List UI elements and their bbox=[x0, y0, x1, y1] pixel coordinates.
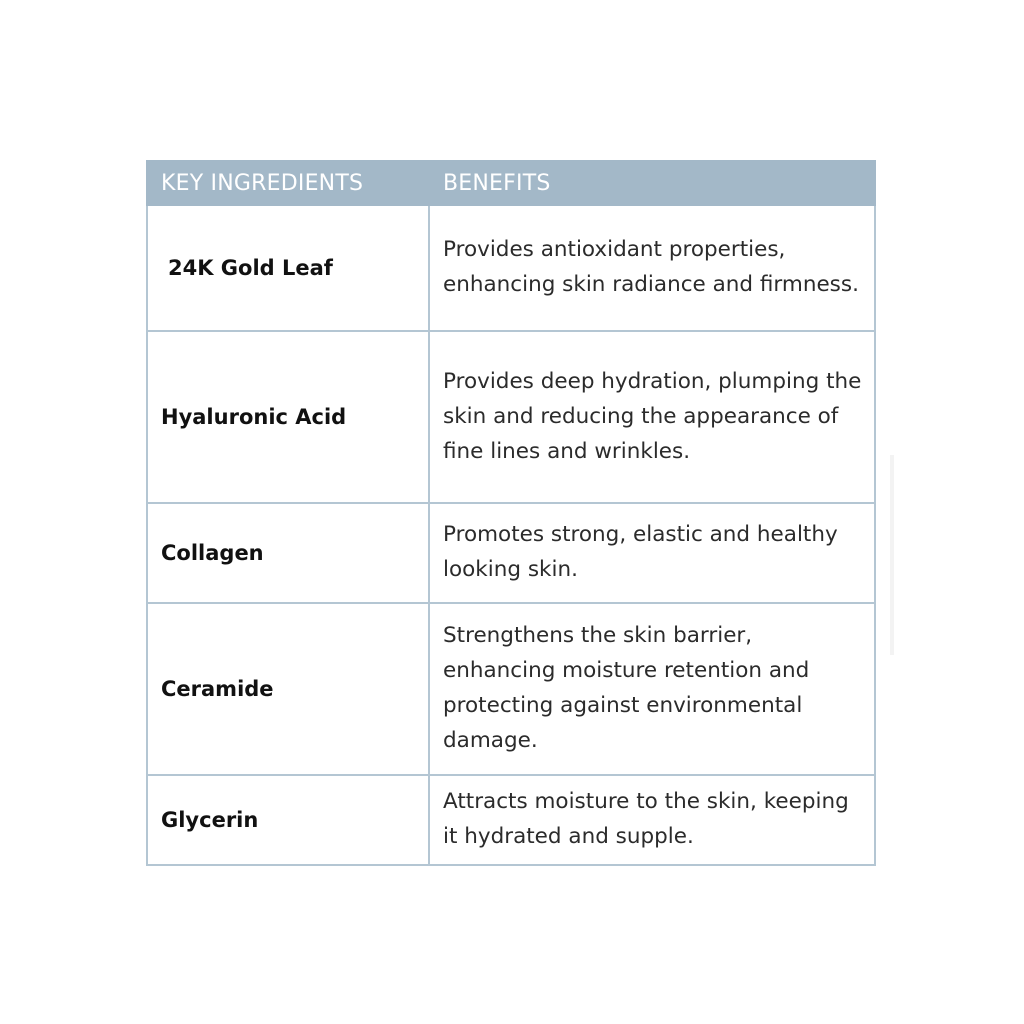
ingredients-table-container bbox=[146, 160, 874, 866]
table-row bbox=[147, 331, 875, 503]
ingredient-name: Glycerin bbox=[147, 775, 429, 865]
ingredient-benefit: Strengthens the skin barrier, enhancing moisture retention and protecting against environmental damage. bbox=[429, 603, 875, 775]
ingredient-benefit: Provides antioxidant properties, enhancing skin radiance and firmness. bbox=[429, 205, 875, 331]
ingredient-name: Ceramide bbox=[147, 603, 429, 775]
table-header-row bbox=[147, 161, 875, 205]
table-row bbox=[147, 603, 875, 775]
table-row bbox=[147, 205, 875, 331]
ingredient-benefit: Attracts moisture to the skin, keeping it hydrated and supple. bbox=[429, 775, 875, 865]
ingredient-name: 24K Gold Leaf bbox=[147, 205, 429, 331]
ingredient-benefit: Provides deep hydration, plumping the skin and reducing the appearance of fine lines and wrinkles. bbox=[429, 331, 875, 503]
header-key-ingredients: KEY INGREDIENTS bbox=[147, 161, 429, 205]
ingredient-name: Collagen bbox=[147, 503, 429, 603]
header-benefits: BENEFITS bbox=[429, 161, 875, 205]
table-row bbox=[147, 775, 875, 865]
ingredients-table bbox=[146, 160, 876, 866]
ingredient-benefit: Promotes strong, elastic and healthy looking skin. bbox=[429, 503, 875, 603]
ingredient-name: Hyaluronic Acid bbox=[147, 331, 429, 503]
decorative-edge-shade bbox=[890, 455, 894, 655]
table-row bbox=[147, 503, 875, 603]
